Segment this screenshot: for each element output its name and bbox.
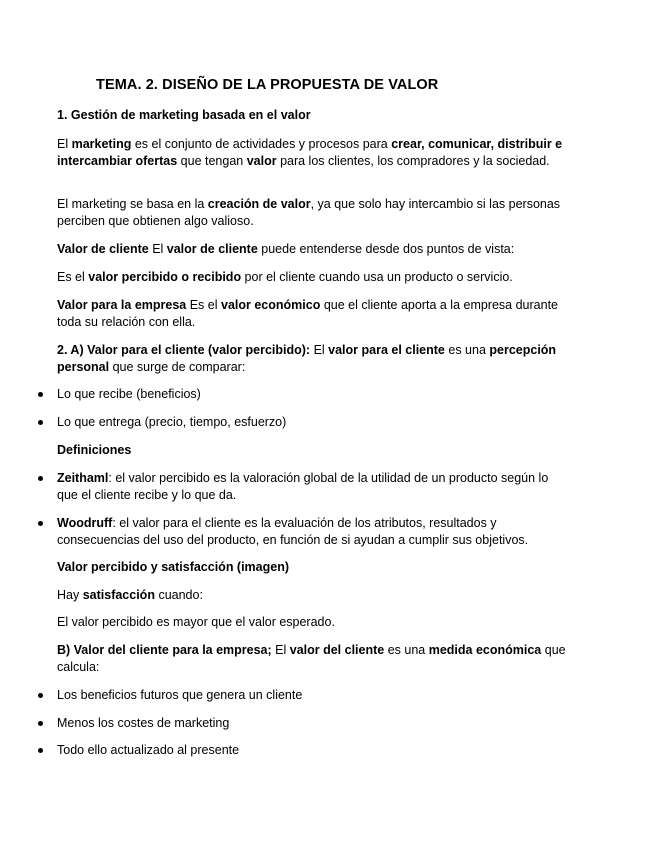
paragraph-customer-value [57,241,567,258]
bold-text: valor económico [221,298,321,312]
text: para los clientes, los compradores y la sociedad. [276,154,550,168]
list-item: Lo que recibe (beneficios) [57,387,201,401]
text: que calcula: [57,643,566,674]
paragraph-company-value [57,297,567,331]
author-name: Zeithaml [57,471,109,485]
bullet-icon [38,693,43,698]
section-heading-text: 1. Gestión de marketing basada en el valor [57,108,311,122]
satisfaction-heading [57,559,567,576]
text: : el valor percibido es la valoración global de la utilidad de un producto según lo que el cliente recibe y lo que da. [57,471,549,502]
bold-text: 2. A) Valor para el cliente (valor percibido): [57,343,311,357]
bullet-icon [38,521,43,526]
bold-text: Valor percibido y satisfacción (imagen) [57,560,290,574]
bold-text: crear, comunicar, distribuir e intercambiar ofertas [57,137,563,168]
bold-text: marketing [71,137,132,151]
bold-text: B) Valor del cliente para la empresa; [57,643,272,657]
text: Hay [57,588,83,602]
text: es una [444,343,490,357]
list-item-definition [57,515,567,549]
bullet-icon [38,748,43,753]
text: que el cliente aporta a la empresa durante toda su relación con ella. [57,298,558,329]
bullet-icon [38,420,43,425]
bold-text: valor de cliente [166,242,258,256]
paragraph-satisfaction [57,587,567,604]
text: que tengan [177,154,247,168]
page-title: TEMA. 2. DISEÑO DE LA PROPUESTA DE VALOR [96,77,439,93]
text: Es el [57,270,89,284]
text: cuando: [154,588,203,602]
paragraph-satisfaction-condition: El valor percibido es mayor que el valor esperado. [57,615,335,629]
text: es el conjunto de actividades y procesos para [131,137,392,151]
text: puede entenderse desde dos puntos de vista: [257,242,515,256]
bold-text: percepción personal [57,343,557,374]
text: Es el [186,298,221,312]
text: , ya que solo hay intercambio si las personas perciben que obtienen algo valioso. [57,197,561,228]
bullet-icon [38,476,43,481]
text: : el valor para el cliente es la evaluación de los atributos, resultados y consecuencias del uso del producto, en función de si ayudan a cumplir sus objetivos. [57,516,529,547]
text: por el cliente cuando usa un producto o servicio. [241,270,513,284]
bullet-icon [38,392,43,397]
bold-text: satisfacción [82,588,155,602]
bold-text: valor para el cliente [328,343,445,357]
text: es una [384,643,429,657]
list-item: Los beneficios futuros que genera un cliente [57,688,303,702]
author-name: Woodruff [57,516,113,530]
text: El [310,343,329,357]
list-item: Menos los costes de marketing [57,716,230,730]
text: El marketing se basa en la [57,197,208,211]
paragraph-perceived-value [57,269,567,286]
text: que surge de comparar: [109,360,246,374]
definitions-heading [57,442,567,459]
bold-text: creación de valor [207,197,311,211]
bold-text: valor percibido o recibido [88,270,242,284]
bold-text: valor [246,154,277,168]
list-item-definition [57,470,567,504]
text: El [148,242,167,256]
bold-text: Valor para la empresa [57,298,187,312]
paragraph-marketing-definition [57,136,567,170]
paragraph-value-of-client [57,642,567,676]
list-item: Lo que entrega (precio, tiempo, esfuerzo) [57,415,287,429]
bullet-icon [38,721,43,726]
section-heading [57,107,567,124]
bold-text: Definiciones [57,443,132,457]
bold-text: valor del cliente [289,643,385,657]
list-item: Todo ello actualizado al presente [57,743,240,757]
bold-text: medida económica [428,643,542,657]
paragraph-value-creation [57,196,567,230]
paragraph-value-for-client [57,342,567,376]
text: El [57,137,72,151]
text: El [271,643,290,657]
bold-text: Valor de cliente [57,242,149,256]
